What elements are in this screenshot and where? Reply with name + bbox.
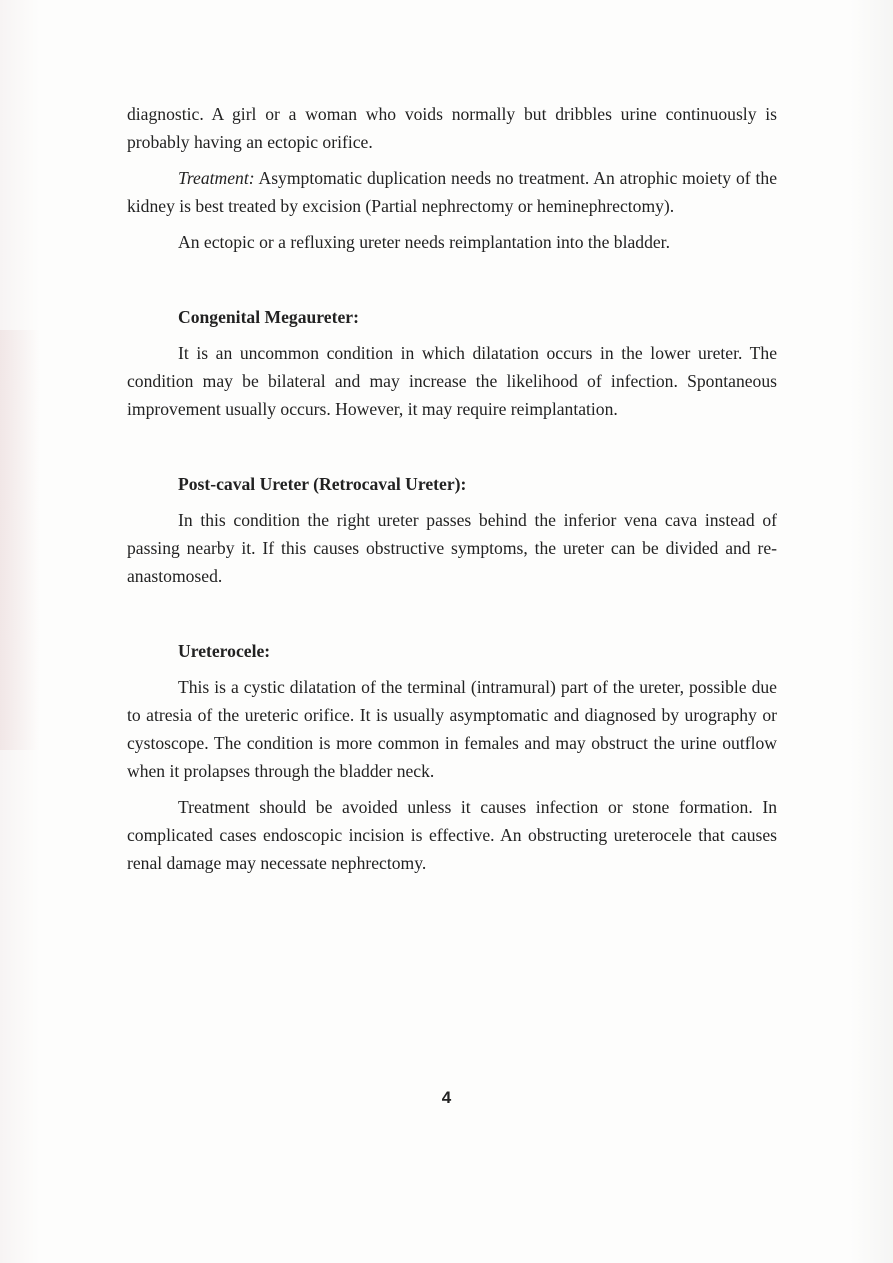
page-content (127, 100, 777, 885)
ureterocele-paragraph-2: Treatment should be avoided unless it causes infection or stone formation. In complicated cases endoscopic incision is effective. An obstructing ureterocele that causes renal damage may necessate nephrectomy. (127, 797, 777, 873)
heading-congenital-megaureter: Congenital Megaureter: (178, 307, 359, 327)
page-edge-shadow (0, 330, 40, 750)
ureterocele-paragraph-1: This is a cystic dilatation of the terminal (intramural) part of the ureter, possible due to atresia of the ureteric orifice. It is usually asymptomatic and diagnosed by urography or cystoscope. The condition is more common in females and may obstruct the urine outflow when it prolapses through the bladder neck. (127, 677, 777, 781)
page-number: 4 (441, 1088, 452, 1107)
treatment-label: Treatment: (178, 168, 255, 188)
heading-post-caval-ureter: Post-caval Ureter (Retrocaval Ureter): (178, 474, 467, 494)
megaureter-paragraph: It is an uncommon condition in which dilatation occurs in the lower ureter. The condition may be bilateral and may increase the likelihood of infection. Spontaneous improvement usually occurs. However, it may require reimplantation. (127, 343, 777, 419)
intro-paragraph: diagnostic. A girl or a woman who voids normally but dribbles urine continuously is probably having an ectopic orifice. (127, 104, 777, 152)
treatment-text: Asymptomatic duplication needs no treatment. An atrophic moiety of the kidney is best treated by excision (Partial nephrectomy or heminephrectomy). (127, 168, 777, 216)
treatment-paragraph (127, 164, 777, 220)
heading-ureterocele: Ureterocele: (178, 641, 271, 661)
ectopic-paragraph: An ectopic or a refluxing ureter needs reimplantation into the bladder. (178, 232, 670, 252)
postcaval-paragraph: In this condition the right ureter passes behind the inferior vena cava instead of passing nearby it. If this causes obstructive symptoms, the ureter can be divided and re-anastomosed. (127, 510, 777, 586)
